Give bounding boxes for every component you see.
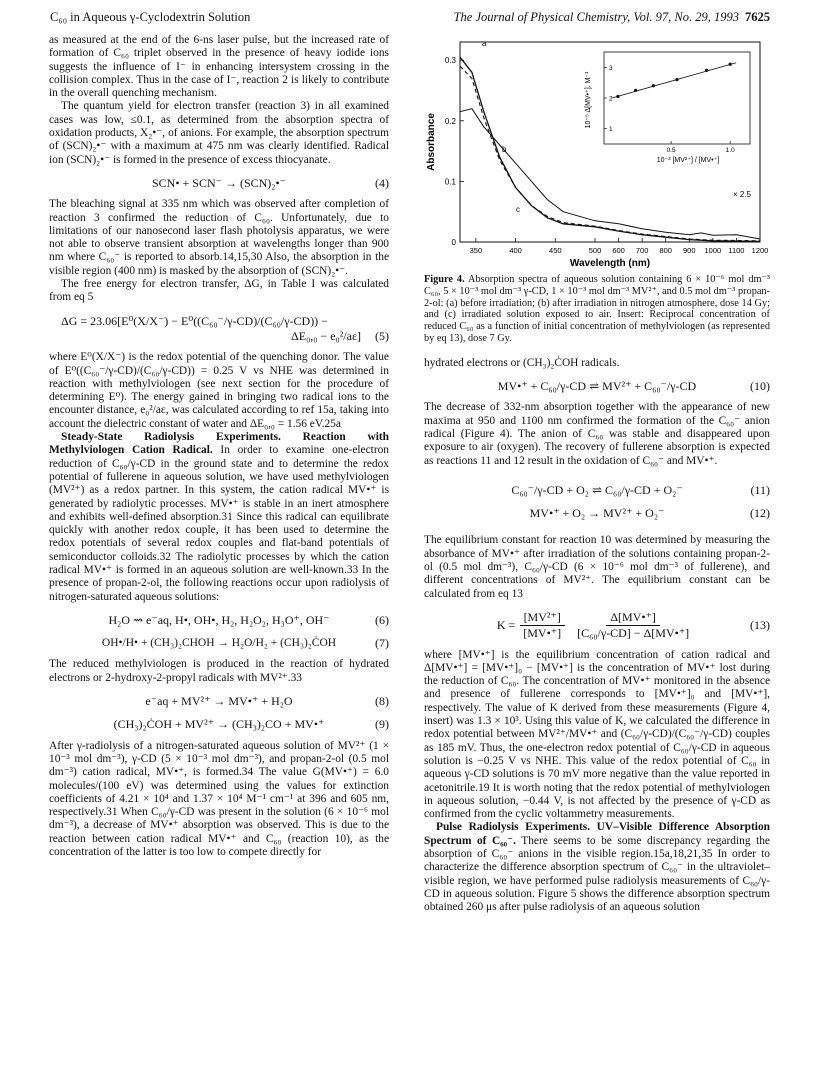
inset-point [652,84,655,87]
equation-body: MV•⁺ + O₂ → MV²⁺ + O₂⁻ [529,506,665,521]
paragraph: The free energy for electron transfer, ΔG, in Table I was calculated from eq 5 [49,278,389,304]
equation-number: (7) [375,636,389,651]
header-journal [454,10,770,25]
inset-point [616,95,619,98]
equation-5-line1 [49,315,389,328]
running-header [50,10,770,30]
equation-number: (8) [375,694,389,709]
inset-point [675,78,678,81]
paragraph: The bleaching signal at 335 nm which was observed after completion of reaction 3 confirmed the reduction of C₆₀. Unfortunately, due to limitations of our nanosecond laser flash photolysis apparatus, we were not able to observe transient absorption at wavelengths longer than 900 nm where C₆₀⁻ is reported to absorb.14,15,30 Also, the absorption in the visible region (400 nm) is masked by the absorption of (SCN)₂•⁻. [49,198,389,277]
x-tick-label: 350 [469,246,483,255]
paragraph: as measured at the end of the 6-ns laser pulse, but the increased rate of formation of C₆₀ triplet observed in the presence of heavy iodide ions suggests the influence of I⁻ in enhancing intersystem crossing in the collision complex. Thus in the case of I⁻, reaction 2 is likely to contribute in the overall quenching mechanism. [49,34,389,100]
paragraph [424,821,770,914]
equation-body: MV•⁺ + C₆₀/γ-CD ⇌ MV²⁺ + C₆₀⁻/γ-CD [497,379,697,394]
equation-body: OH•/H• + (CH₃)₂CHOH → H₂O/H₂ + (CH₃)₂ĊOH [101,637,337,650]
equation-12 [424,507,770,520]
caption-label: Figure 4. [424,274,465,285]
series-label-b: b [502,145,507,154]
equation-body: ΔE₀,₀ − e₀²/aε] [291,328,361,343]
equation-number: (12) [750,506,770,521]
x-tick-label: 500 [588,246,602,255]
y-tick-label: 0 [451,238,456,247]
caption-text: Absorption spectra of aqueous solution containing 6 × 10⁻⁶ mol dm⁻³ C₆₀, 5 × 10⁻³ mol dm⁻³ γ-CD, 1 × 10⁻³ mol dm⁻³ MV²⁺, and 0.5 mol dm⁻³ propan-2-ol: (a) before irradiation; (b) after irradiation in nitrogen atmosphere, dose 14 Gy; and (c) irradiated solution exposed to air. Insert: Reciprocal concentration of reduced C₆₀ as a function of initial concentration of methylviologen (as represented by eq 13), dose 7 Gy. [424,274,770,344]
equation-number: (4) [375,175,389,190]
denominator: [MV•⁺] [523,626,562,641]
y-tick-label: 0.1 [444,177,456,187]
inset-frame [604,52,750,144]
paragraph-text: In order to examine one-electron reduction of C₆₀/γ-CD in the ground state and to determine the redox potential of fullerene in aqueous solution, we have used methylviologen (MV²⁺) as a redox partner. In this system, the cation radical MV•⁺ is generated by radiolytic processes. MV•⁺ is stable in an inert atmosphere and exhibits well-defined absorption.31 Since this radical can equilibrate quickly with another redox couple, it has been used to determine the redox potentials of several redox couples and flat-band potentials of semiconductor colloids.32 The radiolytic processes by which the cation radical MV•⁺ is formed in an aqueous solution are well-known.33 In the presence of propan-2-ol, the following reactions occur upon radiolysis of nitrogen-saturated aqueous solutions: [49,444,390,603]
equation-number: (11) [750,482,770,497]
section-heading: Steady-State Radiolysis Experiments. Reaction with Methylviologen Cation Radical. [49,431,389,457]
equation-9 [49,718,389,731]
equation-body: C₆₀⁻/γ-CD + O₂ ⇌ C₆₀/γ-CD + O₂⁻ [511,482,683,497]
inset-point [705,69,708,72]
x-tick-label: 1000 [704,246,722,255]
equation-body: ΔG = 23.06[E⁰(X/X⁻) − E⁰((C₆₀⁻/γ-CD)/(C₆₀/γ-CD)) − [61,313,328,328]
equation-body: H₂O ⇝ e⁻aq, H•, OH•, H₂, H₂O₂, H₃O⁺, OH⁻ [108,612,330,627]
paragraph: The quantum yield for electron transfer (reaction 3) in all examined cases was low, ≤0.1, as determined from the absorption spectra of oxidation products, X₂•⁻, of anions. For example, the absorption spectrum of (SCN)₂•⁻ with a maximum at 475 nm was clearly identified. Radical ion (SCN)₂•⁻ is formed in the presence of excess thiocyanate. [49,100,389,166]
scale-note: × 2.5 [732,190,752,199]
y-tick-label: 0.3 [444,56,456,66]
inset-y-label: 10⁻⁵ Δ[MV•⁺], M⁻¹ [585,71,592,129]
inset-y-tick-label: 2 [609,95,613,103]
inset-x-label: 10⁻³ [MV²⁺] / [MV•⁺] [656,157,720,164]
equation-6 [49,614,389,627]
inset-x-tick-label: 0.5 [666,147,676,154]
inset-y-tick-label: 1 [609,126,613,134]
x-tick-label: 1200 [751,246,769,255]
journal-citation: The Journal of Physical Chemistry, Vol. 97, No. 29, 1993 [453,10,739,24]
paragraph: where [MV•⁺] is the equilibrium concentration of cation radical and Δ[MV•⁺] = [MV•⁺]₀ − [MV•⁺] is the concentration of MV•⁺ lost during the reduction of C₆₀. The concentration of MV•⁺ monitored in the absence and presence of fullerene corresponds to [MV•⁺]₀ and [MV•⁺], respectively. The value of K derived from these measurements (Figure 4, insert) was 1.3 × 10³. Using this value of K, we calculated the difference in redox potential between MV²⁺/MV•⁺ and (C₆₀/γ-CD)/(C₆₀⁻/γ-CD) couples as 185 mV. Thus, the one-electron redox potential of C₆₀/γ-CD in aqueous solution is −0.25 V vs NHE. This value of the redox potential of C₆₀ in aqueous γ-CD solutions is 70 mV more negative than the value reported in acetonitrile.19 It is worth noting that the redox potential of methylviologen in aqueous solution, −0.44 V, is not affected by the presence of γ-CD as confirmed from the cyclic voltammetry measurements. [424,648,770,821]
y-axis [445,56,464,247]
fraction-2 [573,611,693,641]
equation-body: SCN• + SCN⁻ → (SCN)₂•⁻ [151,175,287,190]
equation-10 [424,380,770,393]
x-tick-label: 1100 [728,246,745,255]
paragraph: After γ-radiolysis of a nitrogen-saturated aqueous solution of MV²⁺ (1 × 10⁻³ mol dm⁻³), γ-CD (5 × 10⁻³ mol dm⁻³), and propan-2-ol (0.5 mol dm⁻³) cation radical, MV•⁺, is formed.34 The value G(MV•⁺) = 6.0 molecules/(100 eV) was determined using the values for extinction coefficients of 4.21 × 10⁴ and 1.37 × 10⁴ M⁻¹ cm⁻¹ at 396 and 605 nm, respectively.31 When C₆₀/γ-CD was present in the solution (6 × 10⁻⁶ mol dm⁻³), a decrease of MV•⁺ absorption was observed. This is due to the reaction between cation radical MV•⁺ and C₆₀ (reaction 10), as the concentration of the latter is too low to compete directly for [49,739,389,859]
series-label-c: c [516,205,520,214]
equation-number: (10) [750,379,770,394]
paragraph: The equilibrium constant for reaction 10 was determined by measuring the absorbance of MV•⁺ after irradiation of the solutions containing propan-2-ol (0.5 mol dm⁻³), C₆₀/γ-CD (6 × 10⁻⁶ mol dm⁻³ of fullerene), and different concentrations of MV²⁺. The equilibrium constant can be calculated from eq 13 [424,534,770,600]
paragraph: hydrated electrons or (CH₃)₂ĊOH radicals. [424,356,620,369]
x-axis-label: Wavelength (nm) [569,258,651,269]
inset-y-tick-label: 3 [609,64,613,72]
inset-point [729,63,732,66]
paragraph [49,431,389,604]
x-tick-label: 900 [683,246,696,255]
equation-number: (13) [750,618,770,633]
equation-number: (6) [375,612,389,627]
y-tick-label: 0.2 [444,116,456,126]
left-column [49,34,389,859]
equation-body: (CH₃)₂ĊOH + MV²⁺ → (CH₃)₂CO + MV•⁺ [113,717,325,732]
section-heading: Pulse Radiolysis Experiments. UV–Visible Difference Absorption Spectrum of C₆₀⁻. [424,821,770,847]
figure-4 [424,34,770,270]
page-number: 7625 [745,10,770,24]
x-tick-label: 800 [659,246,672,255]
equation-4 [49,177,389,190]
equation-number: (5) [375,328,389,343]
equation-7 [49,637,389,650]
figure-caption [424,274,770,345]
absorption-chart [424,34,770,270]
paragraph: The decrease of 332-nm absorption together with the appearance of new maxima at 950 and 1100 nm confirmed the formation of the C₆₀⁻ anion radical (Figure 4). The anion of C₆₀ was stable and disappeared upon exposure to air (oxygen). The recovery of fullerene absorption is expected as reactions 11 and 12 result in the oxidation of C₆₀⁻ and MV•⁺. [424,401,770,467]
right-column [424,34,770,914]
equation-11 [424,484,770,497]
equation-5-line2 [49,330,389,343]
equation-8 [49,695,389,708]
header-title: C₆₀ in Aqueous γ-Cyclodextrin Solution [50,10,251,24]
paragraph: where E⁰(X/X⁻) is the redox potential of the quenching donor. The value of E⁰((C₆₀⁻/γ-CD)/(C₆₀/γ-CD)) = 0.25 V vs NHE was determined in reaction with methylviologen (see next section for the procedure of determining E⁰). The energy gained in bringing two radical ions to the encounter distance, e₀²/aε, was calculated according to ref 15a, taking into account the dielectric constant of water and ΔE₀,₀ = 1.56 eV.25a [49,351,389,430]
x-tick-label: 400 [509,246,522,255]
inset-x-tick-label: 1.0 [725,147,735,154]
equation-body: e⁻aq + MV²⁺ → MV•⁺ + H₂O [145,694,293,709]
equation-13 [424,611,770,641]
paragraph-text: There seems to be some discrepancy regarding the absorption of C₆₀⁻ anions in the visible region.15a,18,21,35 In order to characterize the difference absorption spectrum of C₆₀⁻ in the ultraviolet–visible region, we have performed pulse radiolysis measurements of C₆₀/γ-CD in aqueous solution. Figure 5 shows the difference absorption spectrum obtained 260 μs after pulse radiolysis of an aqueous solution [424,834,770,914]
x-tick-label: 700 [635,246,649,255]
denominator: [C₆₀/γ-CD] − Δ[MV•⁺] [577,626,690,641]
fraction-1 [519,611,565,641]
paragraph: The reduced methylviologen is produced in the reaction of hydrated electrons or 2-hydroxy-2-propyl radicals with MV²⁺.33 [49,658,389,684]
x-tick-label: 450 [549,246,562,255]
series-label-a: a [482,39,487,48]
inset-point [634,89,637,92]
y-axis-label: Absorbance [426,113,437,171]
numerator: [MV²⁺] [520,611,565,626]
inset-plot [585,52,750,164]
equation-k: K = [496,618,516,633]
equation-number: (9) [375,717,389,732]
x-tick-label: 600 [612,246,625,255]
numerator: Δ[MV•⁺] [606,611,660,626]
